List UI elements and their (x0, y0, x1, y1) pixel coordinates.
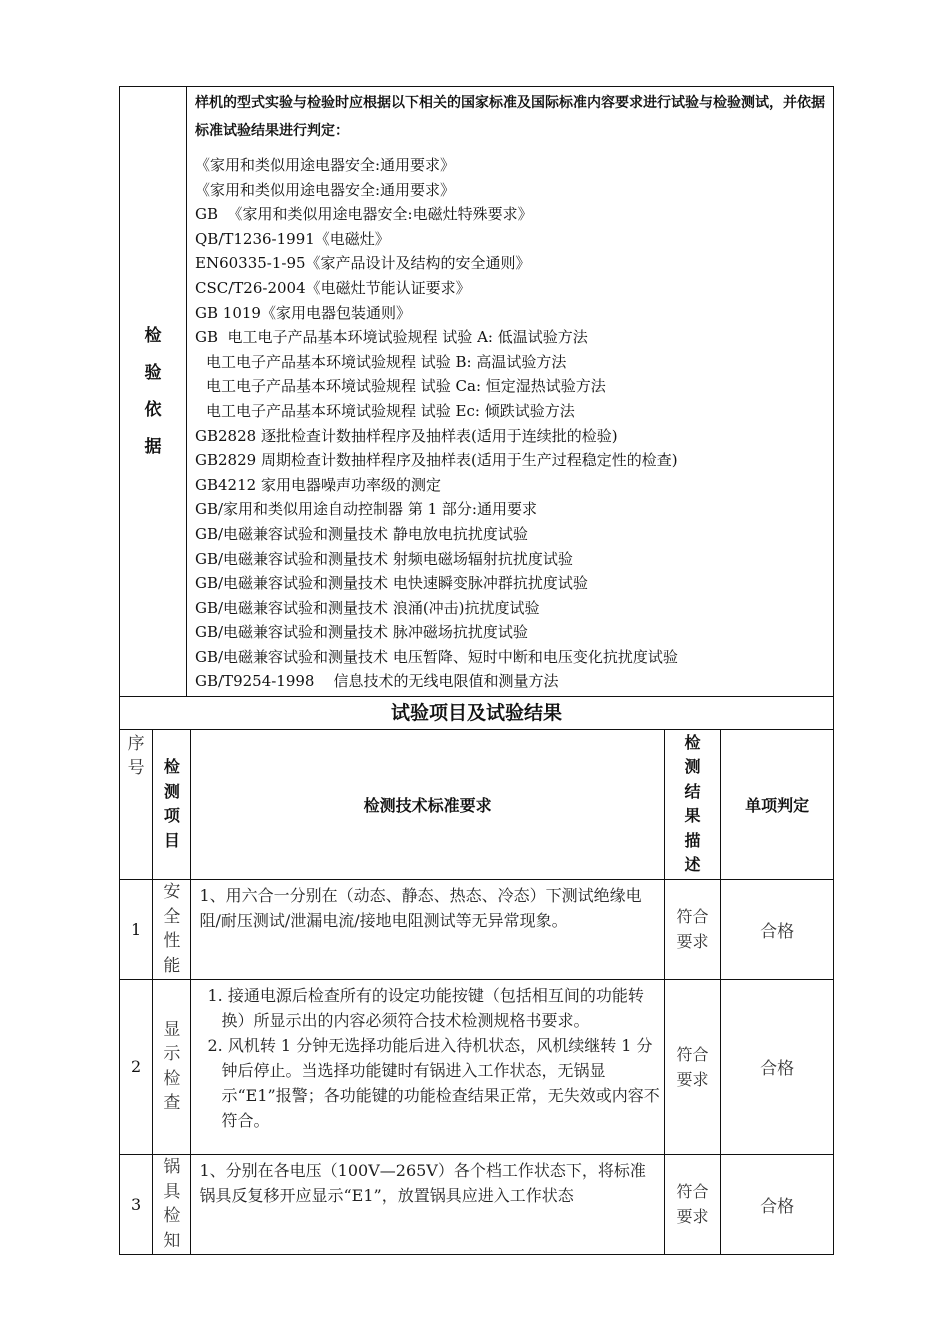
header-desc: 检 测 结 果 描 述 (664, 729, 720, 879)
standard-item: 电工电子产品基本环境试验规程 试验 Ca: 恒定湿热试验方法 (206, 377, 606, 396)
standard-item: GB 《家用和类似用途电器安全:电磁灶特殊要求》 (195, 205, 533, 224)
basis-label: 检 验 依 据 (120, 87, 187, 697)
standard-item: GB/电磁兼容试验和测量技术 浪涌(冲击)抗扰度试验 (195, 598, 540, 617)
document (119, 86, 834, 1255)
standard-item: GB4212 家用电器噪声功率级的测定 (195, 475, 441, 494)
standard-item: GB 1019《家用电器包装通则》 (195, 303, 411, 322)
table-row (120, 879, 834, 979)
standard-item: GB/电磁兼容试验和测量技术 脉冲磁场抗扰度试验 (195, 623, 528, 642)
header-seq: 序 号 (120, 729, 153, 879)
standard-item: GB 电工电子产品基本环境试验规程 试验 A: 低温试验方法 (195, 328, 588, 347)
row-desc: 符合 要求 (664, 1154, 720, 1254)
row-standard: 1、用六合一分别在（动态、静态、热态、冷态）下测试绝缘电阻/耐压测试/泄漏电流/接地电阻测试等无异常现象。 (191, 879, 664, 979)
row-standard: 1、分别在各电压（100V—265V）各个档工作状态下，将标准锅具反复移开应显示“E1”，放置锅具应进入工作状态 (191, 1154, 664, 1254)
standard-item: 电工电子产品基本环境试验规程 试验 Ec: 倾跌试验方法 (206, 401, 575, 420)
standard-item: 《家用和类似用途电器安全:通用要求》 (195, 180, 456, 199)
standard-item: GB/电磁兼容试验和测量技术 射频电磁场辐射抗扰度试验 (195, 549, 573, 568)
row-standard: 1. 接通电源后检查所有的设定功能按键（包括相互间的功能转换）所显示出的内容必须符合技术检测规格书要求。 2. 风机转 1 分钟无选择功能后进入待机状态，风机续继转 1 分钟后停止。当选择功能键时有锅进入工作状态，无锅显示“E1”报警；各功能键的功能检查结果正常，无失效或内容不符合。 (191, 979, 664, 1154)
header-judgement: 单项判定 (721, 729, 834, 879)
row-desc: 符合 要求 (664, 879, 720, 979)
standard-item: GB/家用和类似用途自动控制器 第 1 部分:通用要求 (195, 500, 537, 519)
results-header-row (120, 729, 834, 879)
row-item: 锅 具 检 知 (153, 1154, 191, 1254)
basis-intro: 样机的型式实验与检验时应根据以下相关的国家标准及国际标准内容要求进行试验与检验测试，并依据标准试验结果进行判定： (195, 95, 825, 139)
header-standard: 检测技术标准要求 (191, 729, 664, 879)
row-seq: 2 (120, 979, 153, 1154)
row-seq: 1 (120, 879, 153, 979)
row-item: 安 全 性 能 (153, 879, 191, 979)
standard-item: 电工电子产品基本环境试验规程 试验 B: 高温试验方法 (206, 352, 567, 371)
standard-item: QB/T1236-1991《电磁灶》 (195, 229, 390, 248)
row-seq: 3 (120, 1154, 153, 1254)
standard-item: GB2829 周期检查计数抽样程序及抽样表(适用于生产过程稳定性的检查) (195, 451, 678, 470)
results-table (119, 729, 834, 1255)
standard-item: GB2828 逐批检查计数抽样程序及抽样表(适用于连续批的检验) (195, 426, 618, 445)
table-row (120, 979, 834, 1154)
basis-content (187, 87, 834, 697)
row-judgement: 合格 (721, 879, 834, 979)
basis-table (119, 86, 834, 730)
row-desc: 符合 要求 (664, 979, 720, 1154)
row-judgement: 合格 (721, 1154, 834, 1254)
standard-item: GB/电磁兼容试验和测量技术 电快速瞬变脉冲群抗扰度试验 (195, 574, 588, 593)
table-row (120, 1154, 834, 1254)
standard-item: GB/电磁兼容试验和测量技术 电压暂降、短时中断和电压变化抗扰度试验 (195, 647, 678, 666)
standard-item: GB/T9254-1998 信息技术的无线电限值和测量方法 (195, 672, 559, 691)
standard-item: 《家用和类似用途电器安全:通用要求》 (195, 156, 456, 174)
standard-item: GB/电磁兼容试验和测量技术 静电放电抗扰度试验 (195, 524, 528, 543)
row-item: 显 示 检 查 (153, 979, 191, 1154)
header-item: 检 测 项 目 (153, 729, 191, 879)
standard-item: EN60335-1-95《家产品设计及结构的安全通则》 (195, 254, 531, 273)
standard-item: CSC/T26-2004《电磁灶节能认证要求》 (195, 278, 471, 297)
results-title: 试验项目及试验结果 (120, 697, 834, 730)
row-judgement: 合格 (721, 979, 834, 1154)
